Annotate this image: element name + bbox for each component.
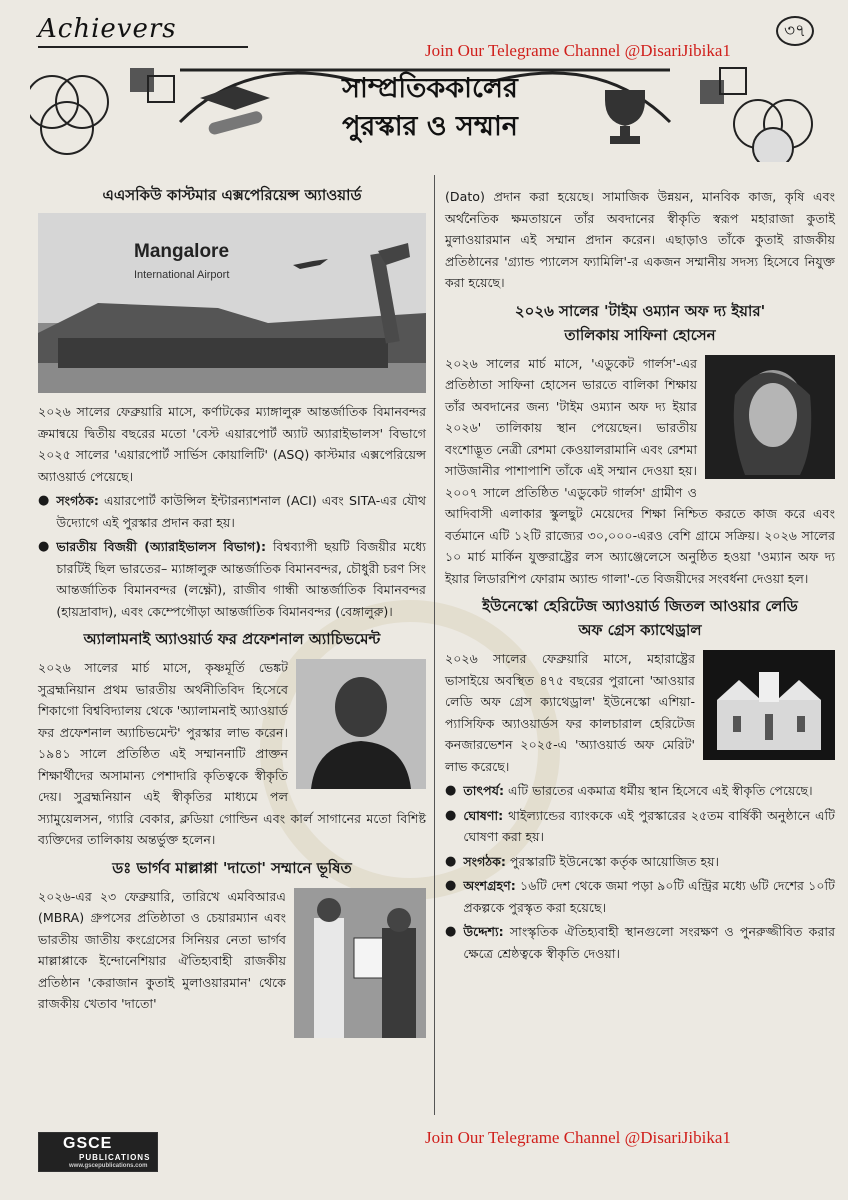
graduation-cap-icon — [200, 86, 270, 110]
asq-bullet-organizer — [38, 490, 426, 533]
ceremony-photo-dato — [294, 888, 426, 1038]
bullet-label: তাৎপর্য: — [463, 783, 505, 798]
publisher-logo-sub: PUBLICATIONS — [79, 1153, 151, 1162]
diploma-scroll-icon — [207, 110, 263, 136]
bullet-icon: ● — [445, 807, 457, 823]
bullet-label: অংশগ্রহণ: — [463, 878, 516, 893]
page-title — [280, 70, 580, 146]
bullet-icon: ● — [445, 878, 457, 893]
bullet-label: ভারতীয় বিজয়ী (অ্যারাইভালস বিভাগ): — [56, 539, 267, 554]
bullet-text: ১৬টি দেশ থেকে জমা পড়া ৯০টি এন্ট্রির মধ্যে ৬টি দেশের ১০টি প্রকল্পকে পুরস্কৃত করা হয়েছে। — [463, 878, 835, 915]
page-title-line2: পুরস্কার ও সম্মান — [342, 111, 518, 142]
section-heading-unesco — [445, 594, 835, 642]
bullet-icon: ● — [38, 539, 50, 554]
section-heading-asq: এএসকিউ কাস্টমার এক্সপেরিয়েন্স অ্যাওয়ার্ড — [102, 186, 362, 204]
decor-circle — [753, 128, 793, 162]
bullet-label: ঘোষণা: — [463, 807, 504, 823]
bullet-label: সংগঠক: — [463, 853, 506, 869]
bullet-text: বিশ্বব্যাপী ছয়টি বিজয়ীর মধ্যে চারটিই ছিল ভারতের– ম্যাঙ্গালুরু আন্তর্জাতিক বিমানবন্দর, চৌধুরী চরণ সিং আন্তর্জাতিক বিমানবন্দর (লক্ষ্ণৌ), রাজীব গান্ধী আন্তর্জাতিক বিমানবন্দর (হায়দ্রাবাদ), এবং কেম্পেগৌড়া আন্তর্জাতিক বিমানবন্দর (বেঙ্গালুরু)। — [56, 539, 426, 619]
airport-photo-title: Mangalore — [134, 241, 230, 262]
decor-square — [130, 68, 154, 92]
section-heading-unesco-line1: ইউনেস্কো হেরিটেজ অ্যাওয়ার্ড জিতল আওয়ার লেডি — [482, 597, 798, 615]
section-heading-dato: ডঃ ভার্গব মাল্লাপ্পা 'দাতো' সম্মানে ভূষিত — [112, 858, 352, 877]
right-column — [445, 186, 835, 967]
unesco-paragraph: ২০২৬ সালের ফেব্রুয়ারি মাসে, মহারাষ্ট্রের ভাসাইয়ে অবস্থিত ৪৭৫ বছরের পুরানো 'আওয়ার লেডি অফ গ্রেস ক্যাথেড্রাল' ইউনেস্কো এশিয়া-প্যাসিফিক অ্যাওয়ার্ডস ফর কালচারাল হেরিটেজ কনজারভেশন ২০২৫-এ 'অ্যাওয়ার্ড অফ মেরিট' লাভ করেছে। — [445, 651, 695, 774]
bullet-text: থাইল্যান্ডের ব্যাংককে এই পুরস্কারের ২৫তম বার্ষিকী অনুষ্ঠানে এটি ঘোষণা করা হয়। — [463, 807, 835, 844]
dato-paragraph: ২০২৬-এর ২৩ ফেব্রুয়ারি, তারিখে এমবিআরএ (MBRA) গ্রুপসের প্রতিষ্ঠাতা ও চেয়ারম্যান এবং ভারতীয় জাতীয় কংগ্রেসের সিনিয়র নেতা ভার্গব মাল্লাপ্পাকে ইন্দোনেশিয়ার ঐতিহ্যবাহী রাজকীয় প্রতিষ্ঠান 'কেরাজান কুতাই মুলাওয়ারমান' থেকে রাজকীয় খেতাব 'দাতো' — [38, 888, 286, 1011]
section-heading-time — [445, 299, 835, 347]
bullet-text: এটি ভারতের একমাত্র ধর্মীয় স্থান হিসেবে এই স্বীকৃতি পেয়েছে। — [508, 783, 813, 798]
brand-title: Achievers — [38, 14, 177, 44]
section-heading-time-line1: ২০২৬ সালের 'টাইম ওম্যান অফ দ্য ইয়ার' — [514, 301, 766, 320]
section-heading-time-line2: তালিকায় সাফিনা হোসেন — [564, 325, 716, 344]
bullet-text: পুরস্কারটি ইউনেস্কো কর্তৃক আয়োজিত হয়। — [509, 853, 720, 869]
bullet-icon: ● — [445, 853, 457, 869]
airport-photo — [38, 213, 426, 393]
bullet-text: এয়ারপোর্ট কাউন্সিল ইন্টারন্যাশনাল (ACI) এবং SITA-এর যৌথ উদ্যোগে এই পুরস্কার প্রদান করা হয়। — [56, 493, 426, 530]
brand-underline — [38, 46, 248, 48]
column-divider — [434, 175, 435, 1115]
dato-paragraph-continued: (Dato) প্রদান করা হয়েছে। সামাজিক উন্নয়ন, মানবিক কাজ, কৃষি এবং অর্থনৈতিক ক্ষমতায়নে তাঁর অবদানের স্বীকৃতি স্বরূপ মহারাজা কুতাই মুলাওয়ারমান এই সম্মান প্রদান করেন। এছাড়াও তাঁকে কুতাই রাজকীয় প্রতিষ্ঠানের 'গ্র্যান্ড প্যালেস ফ্যামিলি'-র একজন সম্মানীয় সদস্য হিসেবে নিযুক্ত করা হয়েছে। — [445, 189, 835, 290]
publisher-logo — [38, 1132, 158, 1172]
bullet-text: সাংস্কৃতিক ঐতিহ্যবাহী স্থানগুলো সংরক্ষণ ও পুনরুজ্জীবিত করার ক্ষেত্রে শ্রেষ্ঠত্বকে স্বীকৃতি দেওয়া। — [463, 924, 835, 961]
unesco-bullet-announcement — [445, 805, 835, 848]
bullet-icon: ● — [445, 924, 457, 939]
bullet-icon: ● — [38, 493, 50, 508]
page-number: ৩৭ — [776, 16, 814, 46]
portrait-photo-safeena — [705, 355, 835, 479]
time-paragraph: ২০২৬ সালের মার্চ মাসে, 'এডুকেট গার্লস'-এর প্রতিষ্ঠাতা সাফিনা হোসেন ভারতে বালিকা শিক্ষায় তাঁর অবদানের জন্য 'টাইম ওম্যান অফ দ্য ইয়ার ২০২৬' তালিকায় স্থান পেয়েছেন। ভারতীয় বংশোদ্ভূত নেত্রী রেশমা কেওয়ালরামানি এবং রেশমা সাউজানীর পাশাপাশি তাঁকে এই সম্মান দেওয়া হয়। ২০০৭ সালে প্রতিষ্ঠিত 'এডুকেট গার্লস' গ্রামীণ ও আদিবাসী এলাকার স্কুলছুট মেয়েদের শিক্ষা নিশ্চিত করতে কাজ করে এবং বর্তমানে এটি ১২টি রাজ্যের ৩০,০০০-এরও বেশি গ্রামে সক্রিয়। ২০২৬ সালের ১০ মার্চ মার্কিন যুক্তরাষ্ট্রের লস অ্যাঞ্জেলেসে অনুষ্ঠিত হওয়া 'ওম্যান অফ দ্য ইয়ার লিডারশিপ ফোরাম অ্যান্ড গালা'-তে বিজয়ীদের সংবর্ধনা দেওয়া হল। — [445, 355, 835, 586]
bullet-label: উদ্দেশ্য: — [463, 924, 504, 939]
airport-photo-subtitle: International Airport — [134, 269, 230, 281]
publisher-logo-main: GSCE — [63, 1135, 113, 1152]
page-title-line1: সাম্প্রতিককালের — [342, 73, 518, 104]
unesco-bullet-participation — [445, 875, 835, 918]
airport-illustration — [38, 213, 426, 393]
portrait-photo-subramanian — [296, 659, 426, 789]
publisher-logo-url: www.gscepublications.com — [69, 1163, 148, 1169]
section-heading-alumni: অ্যালামনাই অ্যাওয়ার্ড ফর প্রফেশনাল অ্যাচিভমেন্ট — [83, 630, 381, 648]
unesco-bullet-organizer — [445, 851, 835, 873]
section-heading-unesco-line2: অফ গ্রেস ক্যাথেড্রাল — [578, 621, 702, 639]
bullet-icon: ● — [445, 783, 457, 798]
left-column — [38, 178, 426, 1042]
telegram-banner-bottom: Join Our Telegrame Channel @DisariJibika1 — [425, 1128, 731, 1147]
trophy-icon — [605, 90, 645, 144]
telegram-banner-top: Join Our Telegrame Channel @DisariJibika1 — [425, 41, 731, 60]
alumni-paragraph: ২০২৬ সালের মার্চ মাসে, কৃষ্ণমূর্তি ভেঙ্কট সুব্রহ্মনিয়ান প্রথম ভারতীয় অর্থনীতিবিদ হিসেবে শিকাগো বিশ্ববিদ্যালয় থেকে 'অ্যালামনাই অ্যাওয়ার্ড ফর প্রফেশনাল অ্যাচিভমেন্ট' পুরস্কার লাভ করেন। ১৯৪১ সালে প্রতিষ্ঠিত এই সম্মাননাটি প্রাক্তন শিক্ষার্থীদের অসামান্য পেশাদারি কৃতিত্বকে স্বীকৃতি দেয়। সুব্রহ্মনিয়ান এই স্বীকৃতির মাধ্যমে পল স্যামুয়েলসন, গ্যারি বেকার, ক্লডিয়া গোল্ডিন এবং কার্ল সাগানের মতো বিশিষ্ট ব্যক্তিদের তালিকায় অন্তর্ভুক্ত হলেন। — [38, 660, 426, 847]
asq-bullet-winners — [38, 536, 426, 622]
asq-paragraph: ২০২৬ সালের ফেব্রুয়ারি মাসে, কর্ণাটকের ম্যাঙ্গালুরু আন্তর্জাতিক বিমানবন্দর ক্রমান্বয়ে দ্বিতীয় বছরের মতো 'বেস্ট এয়ারপোর্ট অ্যাট অ্যারাইভালস' বিভাগে ২০২৫ সালের 'এয়ারপোর্ট সার্ভিস কোয়ালিটি' (ASQ) কাস্টমার এক্সপেরিয়েন্স অ্যাওয়ার্ড পেয়েছে। — [38, 404, 426, 484]
bullet-label: সংগঠক: — [56, 493, 99, 508]
unesco-bullet-objective — [445, 921, 835, 964]
cathedral-photo — [703, 650, 835, 760]
unesco-bullet-significance — [445, 780, 835, 802]
